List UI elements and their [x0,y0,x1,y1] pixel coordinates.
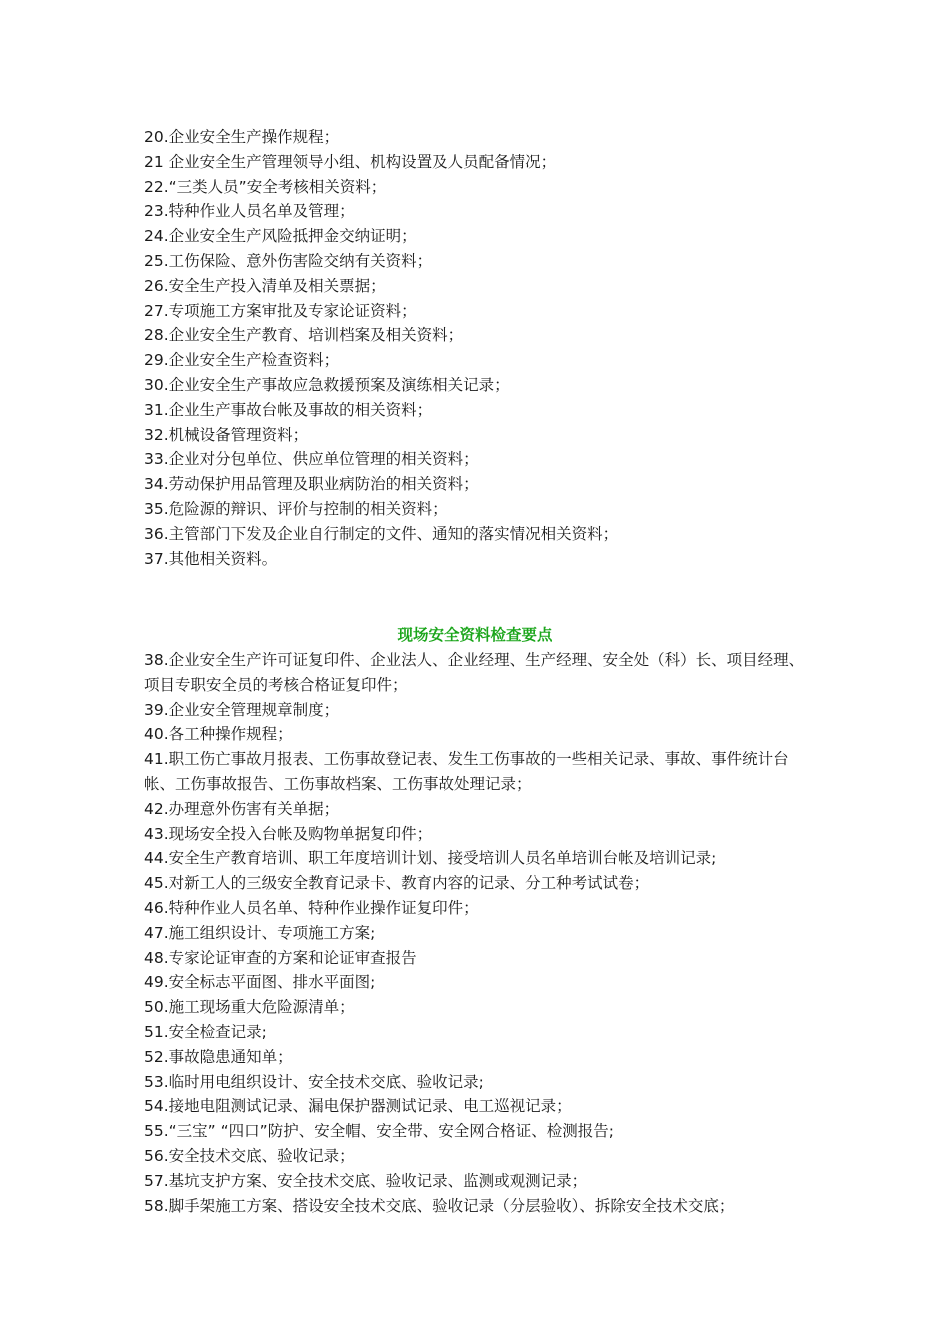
list-item: 35.危险源的辩识、评价与控制的相关资料； [144,499,448,518]
list-item: 36.主管部门下发及企业自行制定的文件、通知的落实情况相关资料； [144,524,619,543]
list-item: 43.现场安全投入台帐及购物单据复印件； [144,824,433,843]
list-item: 42.办理意外伤害有关单据； [144,799,340,818]
list-item: 34.劳动保护用品管理及职业病防治的相关资料； [144,475,479,494]
list-item: 55.“三宝” “四口”防护、安全帽、安全带、安全网合格证、检测报告; [144,1122,614,1141]
list-item: 54.接地电阻测试记录、漏电保护器测试记录、电工巡视记录； [144,1097,572,1116]
list-item: 21 企业安全生产管理领导小组、机构设置及人员配备情况； [144,152,557,171]
list-item: 31.企业生产事故台帐及事故的相关资料； [144,400,433,419]
list-item: 50.施工现场重大危险源清单； [144,998,355,1017]
list-item: 49.安全标志平面图、排水平面图; [144,973,376,992]
list-item: 58.脚手架施工方案、搭设安全技术交底、验收记录（分层验收）、拆除安全技术交底； [144,1196,735,1215]
list-item: 40.各工种操作规程； [144,725,293,744]
section-heading: 现场安全资料检查要点 [397,626,553,644]
list-item: 32.机械设备管理资料； [144,425,309,444]
list-item: 20.企业安全生产操作规程； [144,128,340,146]
list-item: 29.企业安全生产检查资料； [144,351,340,370]
list-item: 30.企业安全生产事故应急救援预案及演练相关记录； [144,375,510,394]
list-item: 26.安全生产投入清单及相关票据； [144,276,386,295]
list-item: 44.安全生产教育培训、职工年度培训计划、接受培训人员名单培训台帐及培训记录; [144,849,717,868]
list-item: 52.事故隐患通知单； [144,1047,293,1066]
list-item: 24.企业安全生产风险抵押金交纳证明； [144,227,417,246]
list-item: 39.企业安全管理规章制度； [144,700,340,719]
list-item: 25.工伤保险、意外伤害险交纳有关资料； [144,251,433,270]
list-item: 23.特种作业人员名单及管理； [144,202,355,221]
list-item: 28.企业安全生产教育、培训档案及相关资料； [144,326,464,345]
list-item: 56.安全技术交底、验收记录； [144,1146,355,1165]
list-item: 22.“三类人员”安全考核相关资料； [144,177,387,196]
list-item: 48.专家论证审查的方案和论证审查报告 [144,948,417,967]
list-item: 46.特种作业人员名单、特种作业操作证复印件； [144,898,479,917]
list-item: 45.对新工人的三级安全教育记录卡、教育内容的记录、分工种考试试卷； [144,874,650,893]
list-item: 33.企业对分包单位、供应单位管理的相关资料； [144,450,479,469]
list-item: 53.临时用电组织设计、安全技术交底、验收记录; [144,1072,484,1091]
list-item: 27.专项施工方案审批及专家论证资料； [144,301,417,320]
safety-data-list-part-1 [144,125,814,571]
list-item: 38.企业安全生产许可证复印件、企业法人、企业经理、生产经理、安全处（科）长、项目经理、项目专职安全员的考核合格证复印件； [144,651,805,694]
list-item: 41.职工伤亡事故月报表、工伤事故登记表、发生工伤事故的一些相关记录、事故、事件统计台帐、工伤事故报告、工伤事故档案、工伤事故处理记录； [144,750,789,793]
safety-data-list-part-2 [144,648,814,1218]
list-item: 57.基坑支护方案、安全技术交底、验收记录、监测或观测记录； [144,1171,588,1190]
list-item: 51.安全检查记录; [144,1022,267,1041]
list-item: 37.其他相关资料。 [144,549,278,568]
list-item: 47.施工组织设计、专项施工方案; [144,923,376,942]
